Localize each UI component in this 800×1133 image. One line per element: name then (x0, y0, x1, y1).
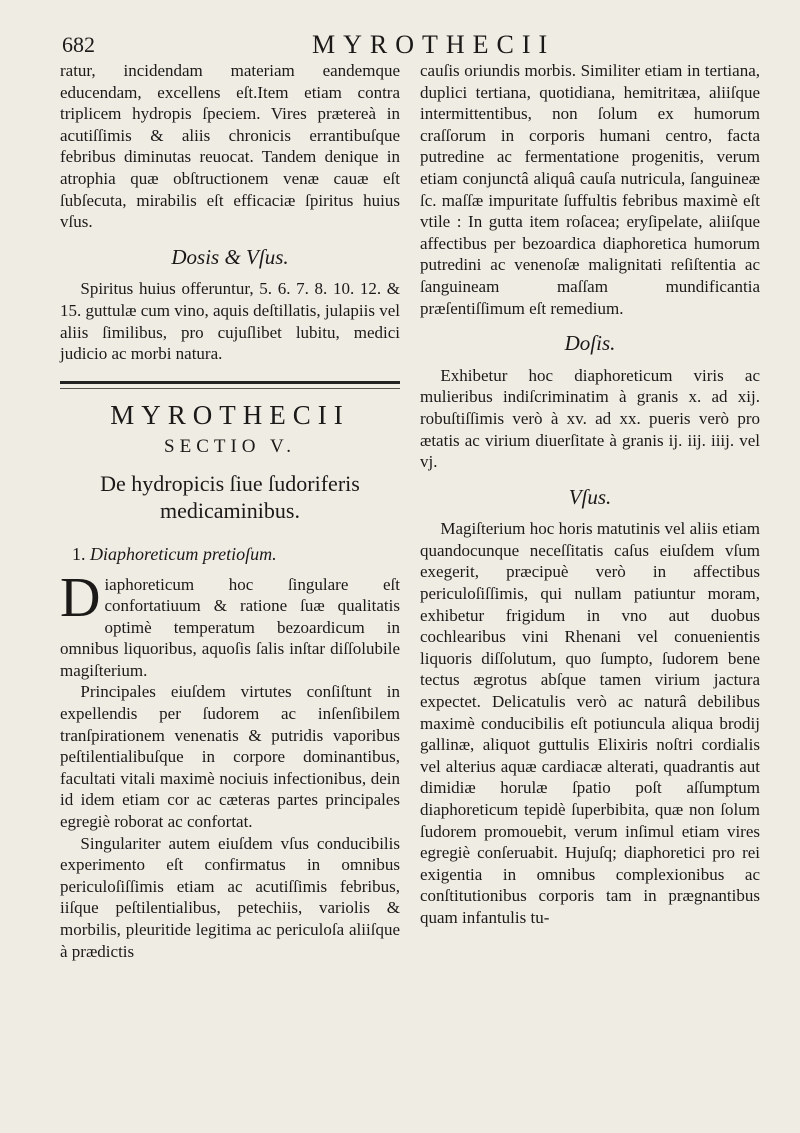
dosis-heading: Doſis. (564, 331, 616, 356)
section-description: De hydropicis ſiue ſudoriferis medicaminibus. (100, 470, 360, 523)
body-paragraph (60, 566, 400, 682)
item-number: 1. (72, 543, 86, 564)
page-number: 682 (62, 32, 95, 57)
section-title: MYROTHECII (110, 399, 350, 430)
ornamental-rule (60, 381, 400, 389)
body-paragraph: ratur, incidendam materiam eandemque educendam, excellens eſt.Item etiam contra triplicem hydropis ſpeciem. Vires prætereà in acutiſſimis & aliis chronicis errantibuſque febribus diminutas reuocat. Tandem denique in atrophia quæ obſtructionem venæ cauæ eſt ſubſecuta, mirabilis eſt efficaciæ ſpiritus huius vſus. (60, 61, 400, 232)
left-column (60, 60, 400, 962)
paragraph-text: iaphoreticum hoc ſingulare eſt confortatiuum & ratione ſuæ qualitatis optimè temperatum bezoardicum in omnibus liquoribus, aquoſis ſalis inſtar diſſolubile magiſterium. (60, 574, 400, 680)
running-title: MYROTHECII (312, 30, 556, 59)
body-paragraph: Exhibetur hoc diaphoreticum viris ac mulieribus indiſcriminatim à granis x. ad xij. robuſtiſſimis verò à xv. ad xx. pueris verò pro ætatis ac virium diuerſitate à granis ij. iij. iiij. vel vj. (420, 365, 760, 472)
body-paragraph: Principales eiuſdem virtutes conſiſtunt in expellendis per ſudorem ac inſenſibilem tranſpirationem venenatis & putridis vaporibus peſtilentialibuſque in corpore dominantibus, facultati vitali maximè nociuis infectionibus, dein id idem etiam cor ac cæteras partes principales egregiè roborat ac confortat. (60, 682, 400, 832)
item-title: Diaphoreticum pretioſum. (90, 543, 277, 564)
body-paragraph: cauſis oriundis morbis. Similiter etiam in tertiana, duplici tertiana, quotidiana, hemitritæa, aliiſque intermittentibus, non ſolum ex humorum craſſorum in corporis humani centro, facta putredine ac fermentatione progenitis, verum etiam conjunctâ aliquâ cauſa nutricula, ſanguineæ ſc. maſſæ impuritate ſuffultis febribus maximè eſt vtile : In gutta item roſacea; eryſipelate, aliiſque affectibus per bezoardica diaphoretica humorum putredini ac venenoſæ malignitati reſiſtentia ac ſanguineam maſſam mundificantia præſentiſſimum eſt remedium. (420, 61, 760, 318)
drop-cap: D (60, 566, 101, 629)
page-header (62, 30, 752, 62)
item-heading (72, 544, 400, 566)
body-paragraph: Singulariter autem eiuſdem vſus conducibilis experimento eſt confirmatus in omnibus periculoſiſſimis etiam ac acutiſſimis febribus, iiſque peſtilentialibus, petechiis, variolis & morbilis, pleuritide legitima ac periculoſa aliiſque à prædictis (60, 833, 400, 961)
body-paragraph: Spiritus huius offeruntur, 5. 6. 7. 8. 10. 12. & 15. guttulæ cum vino, aquis deſtillatis, julapiis vel aliis ſimilibus, pro cujuſlibet lubitu, medici judicio ac morbi natura. (60, 279, 400, 364)
right-column (420, 60, 760, 929)
section-subtitle: SECTIO V. (164, 436, 296, 458)
dosis-usus-heading: Dosis & Vſus. (171, 244, 289, 269)
usus-heading: Vſus. (568, 484, 612, 509)
body-paragraph: Magiſterium hoc horis matutinis vel aliis etiam quandocunque neceſſitatis caſus eiuſdem vſum exegerit, præcipuè verò in affectibus periculoſiſſimis, qui nullam patiuntur moram, exhibetur frigidum in vno aut duobus cochlearibus vini Rhenani vel conuenientis liquoris diſſolutum, quo ſumpto, ſudorem bene tectus ægrotus abſque tamen virium jactura expectet. Delicatulis verò ac naturâ debilibus maximè conducibilis eſt potiuncula aliqua brodij gallinæ, aliquot guttulis Elixiris noſtri cordialis vel alterius aquæ cardiacæ alterati, quadrantis aut dimidiæ horulæ ſpatio poſt aſſumptum diaphoreticum tepidè ſuperbibita, quæ non ſolum ſudorem promouebit, verum inſimul etiam vires egregiè conſeruabit. Hujuſq; diaphoretici pro rei exigentia in omnibus complexionibus ac conſtitutionibus corporis tam in prægnantibus quam infantulis tu- (420, 519, 760, 927)
